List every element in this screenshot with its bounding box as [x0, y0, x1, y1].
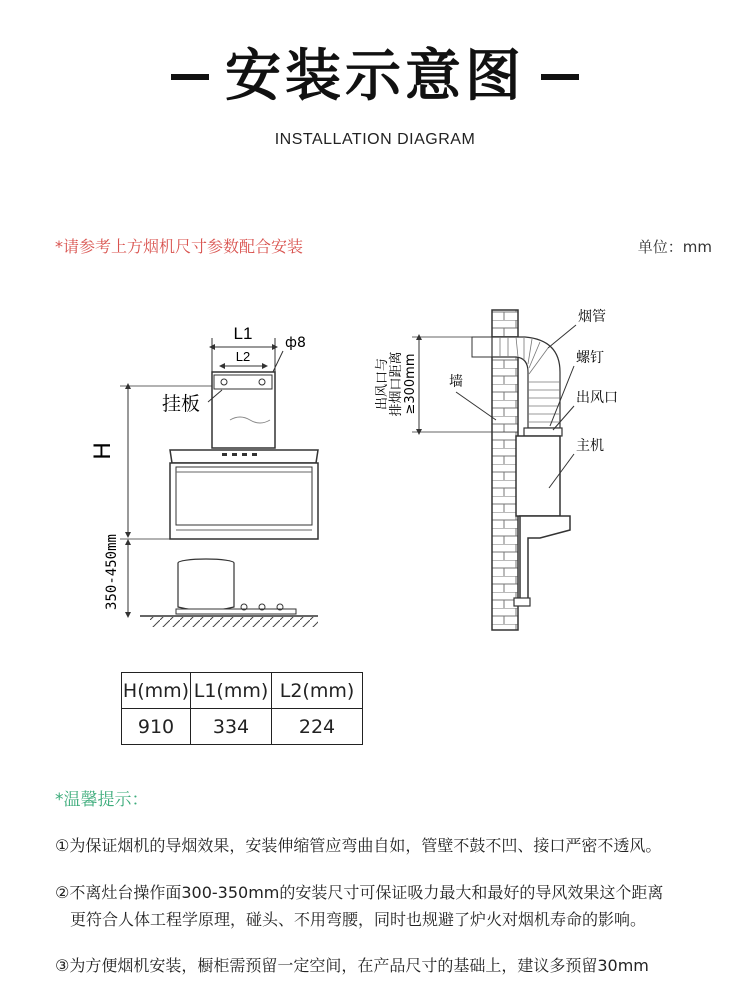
title-text: 安装示意图 — [225, 44, 525, 109]
outlet-label: 出风口 — [576, 390, 618, 406]
spec-cell-h: 910 — [122, 709, 191, 745]
l2-label: L2 — [235, 349, 251, 364]
main-unit-foot — [514, 598, 530, 606]
duct-leader — [548, 325, 576, 348]
tip-item-2 — [55, 879, 735, 933]
tip-item-3 — [55, 952, 735, 979]
spec-cell-l1: 334 — [191, 709, 272, 745]
tip-3-line-1: ③为方便烟机安装，橱柜需预留一定空间，在产品尺寸的基础上，建议多预留30mm — [55, 956, 649, 975]
unit-label: 单位：mm — [637, 238, 712, 256]
spec-cell-l2: 224 — [272, 709, 363, 745]
spec-header-l1: L1(mm) — [191, 673, 272, 709]
distance-label-2: 排烟口距离 — [389, 351, 404, 417]
gap-label: 350-450mm — [104, 534, 120, 610]
spec-header-h: H(mm) — [122, 673, 191, 709]
screw-label: 螺钉 — [576, 350, 604, 366]
spec-table-header — [122, 673, 363, 709]
tip-2-line-1: ②不离灶台操作面300-350mm的安装尺寸可保证吸力最大和最好的导风效果这个距离 — [55, 883, 664, 902]
main-unit-label: 主机 — [576, 438, 604, 454]
counter-hatch — [150, 617, 318, 627]
duct-label: 烟管 — [578, 309, 606, 325]
main-unit-panel — [520, 516, 570, 602]
duct-wall-sleeve — [472, 337, 492, 357]
h-label: H — [89, 442, 116, 460]
wall-label: 墙 — [449, 374, 463, 390]
main-unit-body — [516, 436, 560, 516]
tips-title: *温馨提示： — [55, 790, 149, 810]
tip-item-1 — [55, 832, 735, 859]
mounting-bracket — [214, 375, 272, 389]
tip-2-line-2: 更符合人体工程学原理，碰头、不用弯腰，同时也规避了炉火对烟机寿命的影响。 — [70, 910, 647, 929]
hood-front-view — [89, 324, 318, 627]
table-row — [122, 709, 363, 745]
wall-leader — [456, 392, 496, 420]
spec-header-l2: L2(mm) — [272, 673, 363, 709]
tip-1-line-1: ①为保证烟机的导烟效果，安装伸缩管应弯曲自如，管壁不鼓不凹、接口严密不透风。 — [55, 836, 662, 855]
install-note: *请参考上方烟机尺寸参数配合安装 — [55, 237, 304, 256]
subtitle: INSTALLATION DIAGRAM — [274, 131, 476, 148]
outlet-collar — [524, 428, 562, 436]
bracket-label: 挂板 — [162, 393, 201, 415]
hood-side-view — [374, 308, 618, 630]
spec-table — [121, 672, 363, 745]
hood-body — [170, 463, 318, 539]
distance-label-3: ≥300mm — [403, 353, 418, 415]
brick-wall — [492, 310, 518, 630]
phi-label: ф8 — [285, 335, 306, 351]
hood-top-panel — [170, 450, 318, 463]
distance-label-1: 出风口与 — [375, 357, 390, 411]
l1-label: L1 — [233, 324, 253, 343]
pot-body — [178, 563, 234, 611]
